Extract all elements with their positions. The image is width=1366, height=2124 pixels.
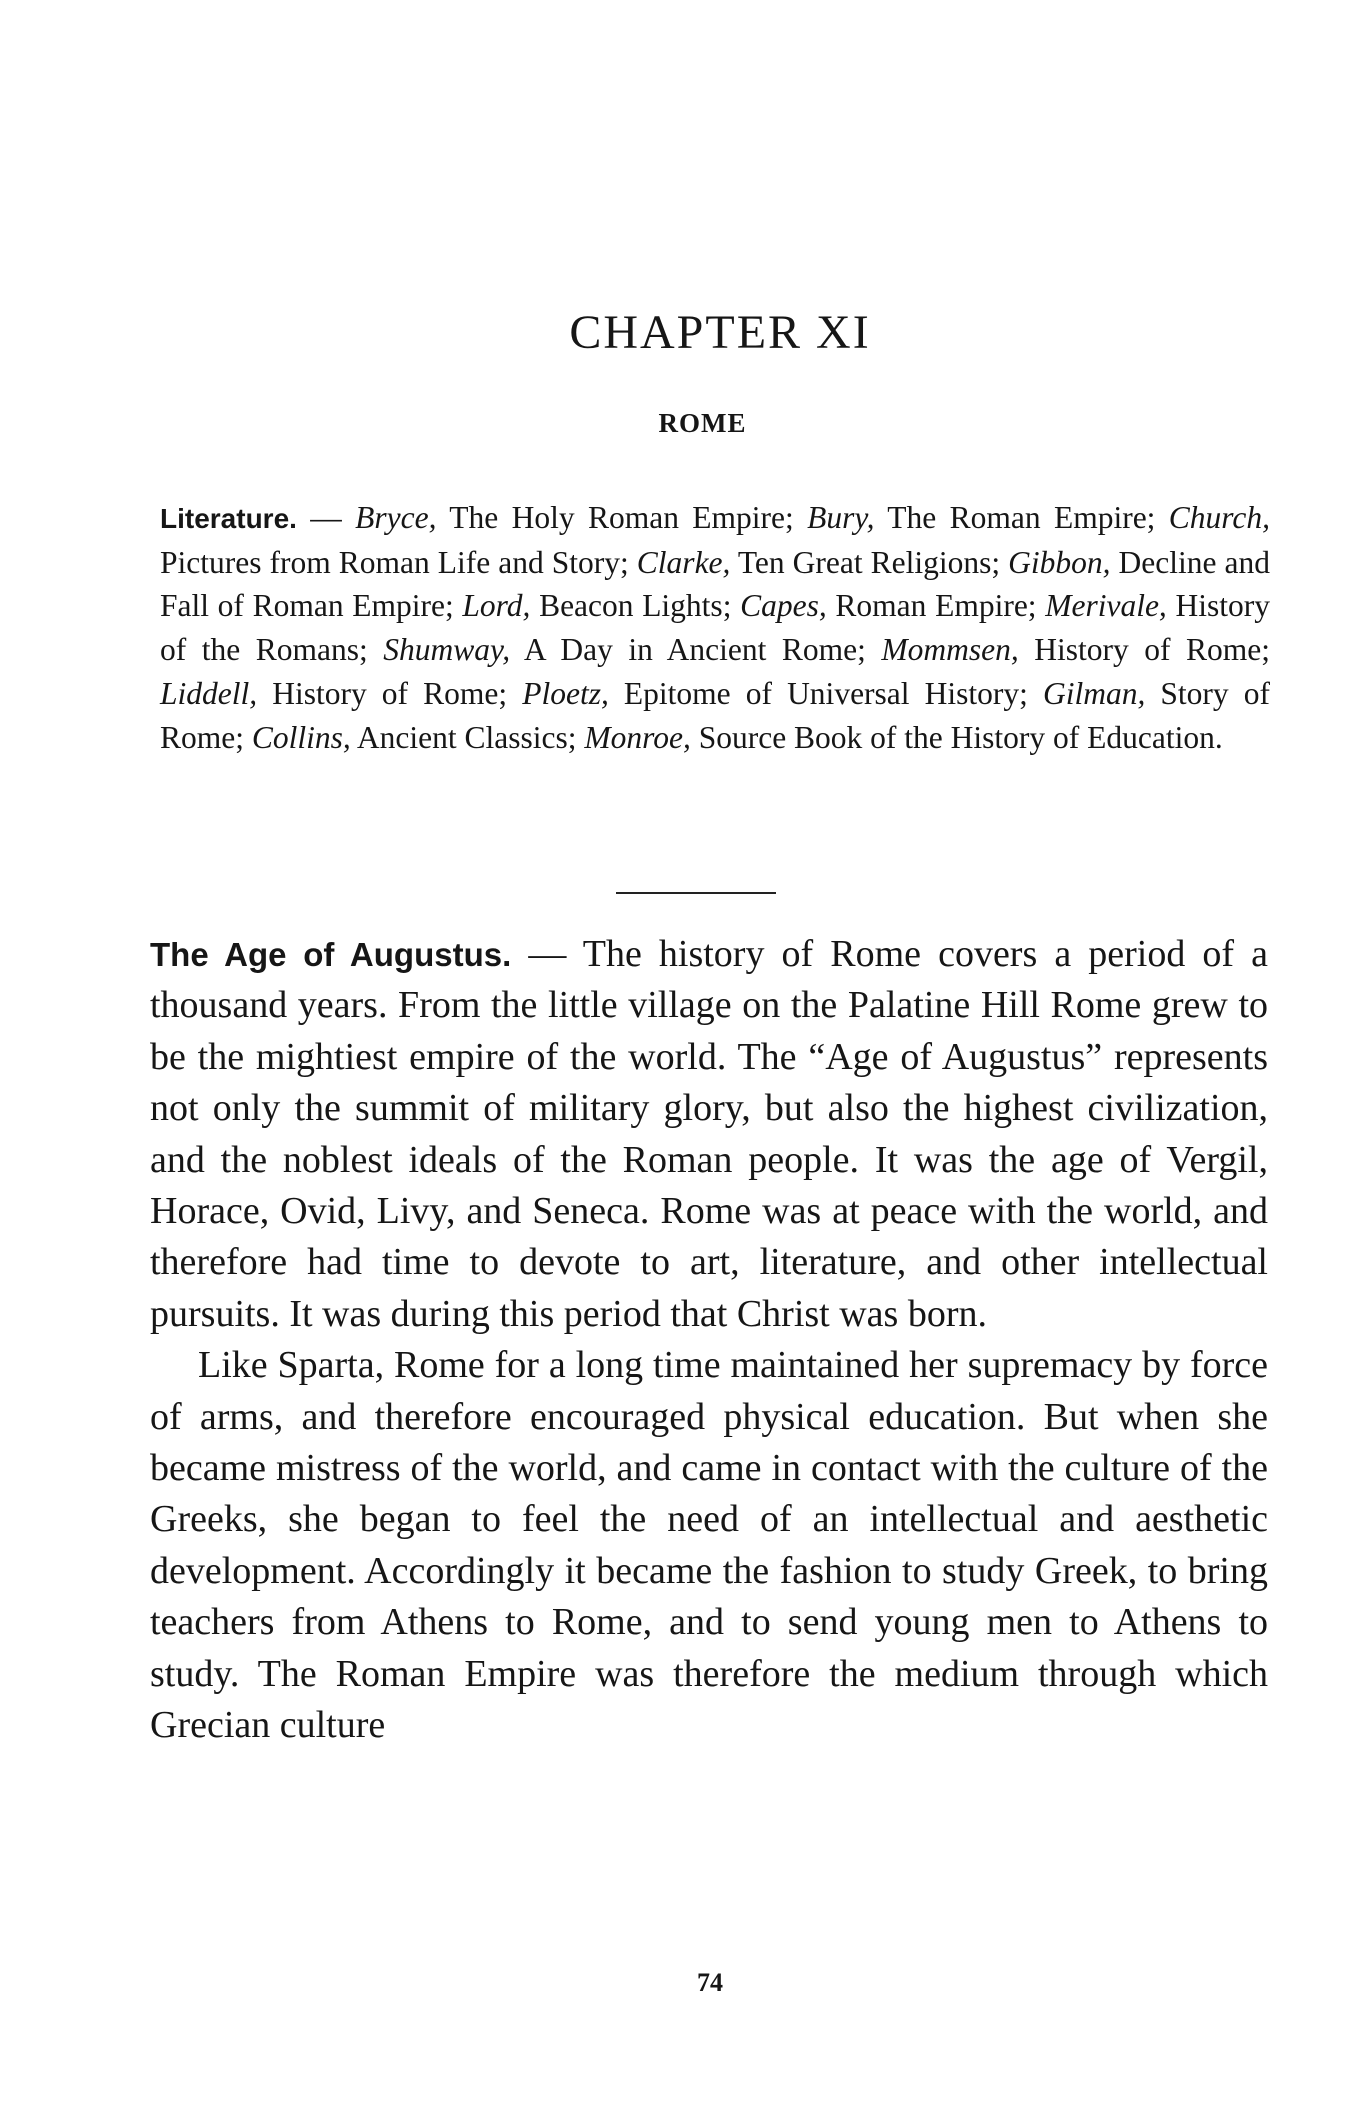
ref-author: Collins, xyxy=(251,719,351,755)
ref-work: Epitome of Universal History; xyxy=(608,675,1043,711)
literature-dash: — xyxy=(296,500,356,535)
paragraph-text: Like Sparta, Rome for a long time maintained her supremacy by force of arms, and therefore encouraged physical education. But when she became mistress of the world, and came in contact with the culture of the Greeks, she began to feel the need of an intellectual and aesthetic development. Accordingly it became the fashion to study Greek, to bring teachers from Athens to Rome, and to send young men to Athens to study. The Roman Empire was therefore the medium through which Grecian culture xyxy=(150,1344,1268,1747)
ref-author: Bryce, xyxy=(355,500,437,535)
ref-author: Ploetz, xyxy=(522,675,609,711)
chapter-heading: CHAPTER XI xyxy=(569,306,871,359)
chapter-title: ROME xyxy=(658,408,747,438)
ref-work: Source Book of the History of Education. xyxy=(690,719,1223,755)
ref-work: Ancient Classics; xyxy=(350,719,585,755)
paragraph-text: The history of Rome covers a period of a thousand years. From the little village on the Palatine Hill Rome grew to be the mightiest empire of the world. The “Age of Augustus” represents not only the summit of military glory, but also the highest civilization, and the noblest ideals of the Roman people. It was the age of Vergil, Horace, Ovid, Livy, and Seneca. Rome was at peace with the world, and therefore had time to devote to art, literature, and other intellectual pursuits. It was during this period that Christ was born. xyxy=(150,933,1269,1335)
ref-work: Roman Empire; xyxy=(826,588,1046,624)
ref-work: Decline and Fall of Roman Empire; xyxy=(160,544,1270,624)
ref-work: History of Rome; xyxy=(257,675,523,711)
ref-author: Lord, xyxy=(462,588,531,624)
paragraph xyxy=(150,929,1268,1340)
paragraph xyxy=(150,1340,1268,1751)
literature-references xyxy=(160,496,1270,759)
ref-author: Mommsen, xyxy=(881,632,1019,668)
ref-work: Pictures from Roman Life and Story; xyxy=(160,544,637,580)
ref-author: Monroe, xyxy=(584,719,691,755)
section-dash: — xyxy=(511,933,583,975)
page-number: 74 xyxy=(697,1968,723,1997)
ref-work: Beacon Lights; xyxy=(530,588,741,624)
ref-author: Shumway, xyxy=(383,632,511,668)
ref-work: Ten Great Religions; xyxy=(730,544,1009,580)
section-heading: The Age of Augustus. xyxy=(150,936,512,973)
ref-work: Story of Rome; xyxy=(160,675,1270,755)
ref-author: Merivale, xyxy=(1045,588,1167,624)
section-divider xyxy=(616,892,776,894)
ref-author: Clarke, xyxy=(636,544,731,580)
ref-author: Church, xyxy=(1168,500,1270,535)
main-text xyxy=(150,929,1268,1752)
ref-work: A Day in Ancient Rome; xyxy=(510,632,882,668)
ref-work: History of the Romans; xyxy=(160,588,1270,668)
ref-work: History of Rome; xyxy=(1018,632,1270,668)
ref-author: Capes, xyxy=(740,588,827,624)
ref-author: Gilman, xyxy=(1042,675,1146,711)
ref-author: Bury, xyxy=(807,500,875,535)
ref-work: The Roman Empire; xyxy=(874,500,1169,535)
literature-label: Literature. xyxy=(160,503,297,534)
ref-author: Liddell, xyxy=(160,675,258,711)
ref-author: Gibbon, xyxy=(1008,544,1111,580)
ref-work: The Holy Roman Empire; xyxy=(436,500,808,535)
